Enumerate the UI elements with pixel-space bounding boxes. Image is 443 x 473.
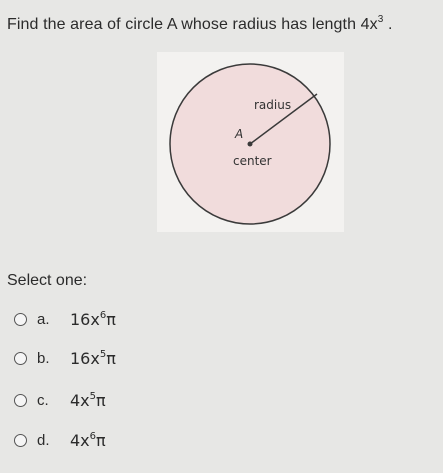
option-coef: 16x [70, 348, 100, 368]
option-a[interactable] [14, 307, 116, 331]
select-one-label: Select one: [7, 272, 88, 289]
question-prompt: Find the area of circle A whose radius has length [7, 16, 357, 33]
radio-button[interactable] [14, 352, 27, 365]
radio-button[interactable] [14, 394, 27, 407]
option-coef: 4x [70, 390, 90, 410]
radius-expression-base: 4x [360, 16, 378, 33]
option-b[interactable] [14, 346, 116, 370]
option-answer [70, 310, 116, 329]
pi-symbol: π [96, 390, 106, 410]
center-point [248, 142, 253, 147]
option-exponent: 5 [99, 348, 107, 360]
radio-button[interactable] [14, 434, 27, 447]
option-answer [70, 431, 106, 450]
option-exponent: 6 [99, 309, 107, 321]
option-letter: a. [37, 310, 50, 328]
radius-expression-exponent: 3 [377, 14, 384, 25]
option-exponent: 5 [89, 390, 97, 402]
option-coef: 4x [70, 430, 90, 450]
pi-symbol: π [96, 430, 106, 450]
question-text [7, 14, 393, 34]
option-coef: 16x [70, 309, 100, 329]
center-point-label: A [235, 127, 244, 141]
circle-diagram [157, 52, 344, 232]
option-exponent: 6 [89, 430, 97, 442]
radius-label: radius [254, 98, 292, 112]
center-label: center [233, 154, 272, 168]
radio-button[interactable] [14, 313, 27, 326]
question-period: . [387, 16, 393, 33]
option-d[interactable] [14, 428, 106, 452]
pi-symbol: π [106, 309, 116, 329]
radius-expression [361, 16, 384, 33]
option-letter: c. [37, 391, 49, 409]
option-letter: b. [37, 349, 50, 367]
option-c[interactable] [14, 388, 106, 412]
option-answer [70, 349, 116, 368]
circle-figure [157, 52, 344, 232]
option-letter: d. [37, 431, 50, 449]
pi-symbol: π [106, 348, 116, 368]
option-answer [70, 391, 106, 410]
